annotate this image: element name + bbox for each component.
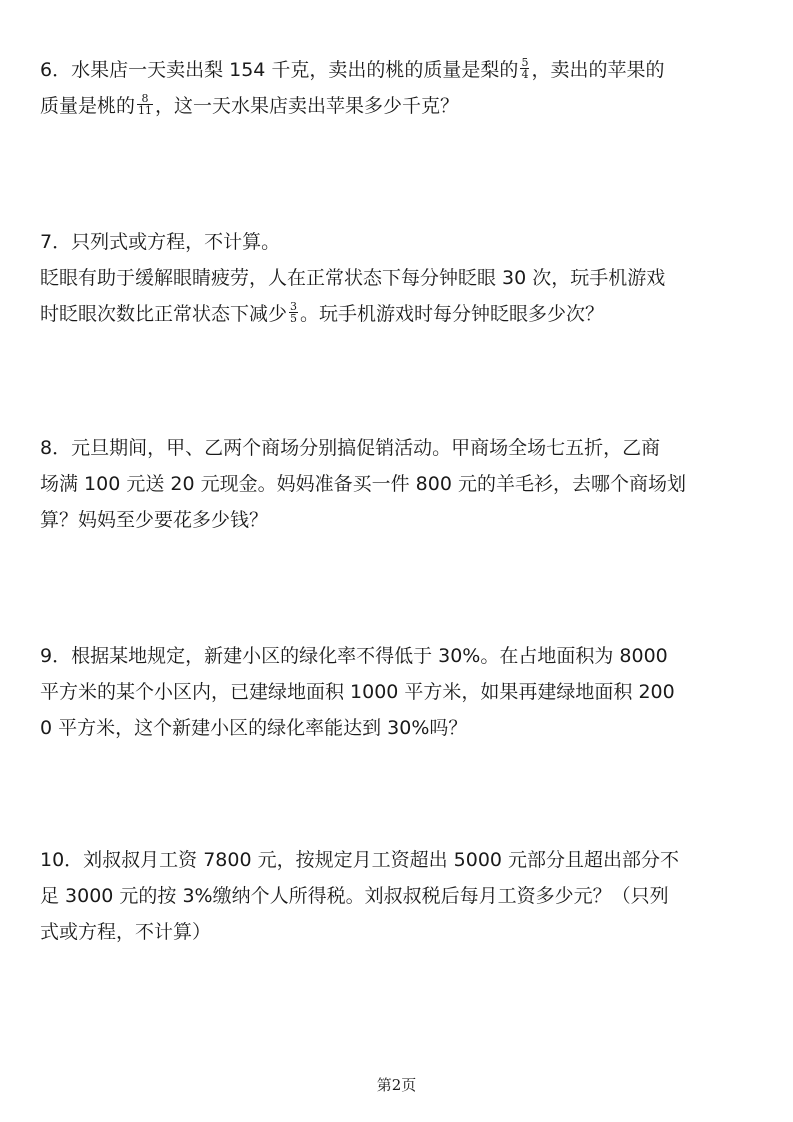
page-number: 第2页 xyxy=(376,1076,417,1094)
fraction: $\frac{3}{5}$ xyxy=(290,300,298,325)
problem-line: 场满 100 元送 20 元现金。妈妈准备买一件 800 元的羊毛衫，去哪个商场划 xyxy=(40,473,686,495)
problem-line: 10．刘叔叔月工资 7800 元，按规定月工资超出 5000 元部分且超出部分不 xyxy=(40,849,680,871)
problem-line: 式或方程，不计算） xyxy=(40,921,212,943)
problem-line: 眨眼有助于缓解眼睛疲劳，人在正常状态下每分钟眨眼 30 次，玩手机游戏 xyxy=(40,267,666,289)
problem-line: 6．水果店一天卖出梨 154 千克，卖出的桃的质量是梨的 $\frac{5}{4}$ ，卖出的苹果的 xyxy=(40,56,665,81)
problem-10 xyxy=(40,842,753,950)
problem-line: 质量是桃的 $\frac{8}{11}$ ，这一天水果店卖出苹果多少千克？ xyxy=(40,92,460,117)
problem-line: 0 平方米，这个新建小区的绿化率能达到 30%吗？ xyxy=(40,717,468,739)
problem-7 xyxy=(40,224,753,332)
problem-line: 足 3000 元的按 3%缴纳个人所得税。刘叔叔税后每月工资多少元？（只列 xyxy=(40,885,669,907)
problem-line: 9．根据某地规定，新建小区的绿化率不得低于 30%。在占地面积为 8000 xyxy=(40,645,668,667)
fraction: $\frac{5}{4}$ xyxy=(521,56,529,81)
problem-6 xyxy=(40,52,753,124)
problem-9 xyxy=(40,638,753,746)
problem-line: 时眨眼次数比正常状态下减少 $\frac{3}{5}$ 。玩手机游戏时每分钟眨眼多少次？ xyxy=(40,300,605,325)
problem-line: 平方米的某个小区内，已建绿地面积 1000 平方米，如果再建绿地面积 200 xyxy=(40,681,675,703)
problem-line: 算？妈妈至少要花多少钱？ xyxy=(40,509,269,531)
problem-8 xyxy=(40,430,753,538)
problem-line: 7．只列式或方程，不计算。 xyxy=(40,231,281,253)
problem-line: 8．元旦期间，甲、乙两个商场分别搞促销活动。甲商场全场七五折，乙商 xyxy=(40,437,661,459)
fraction: $\frac{8}{11}$ xyxy=(138,92,153,117)
